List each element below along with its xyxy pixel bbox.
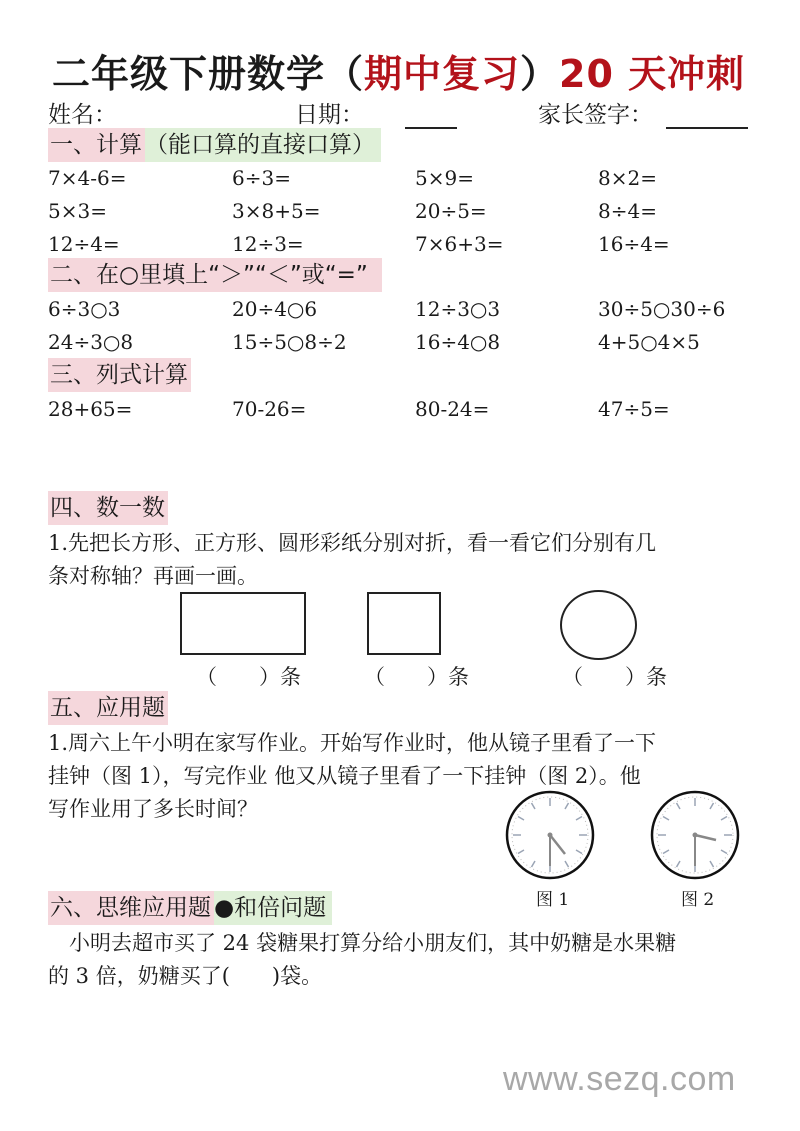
section-1-subtitle: （能口算的直接口算） <box>145 128 381 162</box>
section-1-title: 一、计算 <box>48 128 145 162</box>
problem: 6÷3= <box>232 166 291 190</box>
compare-problem: 30÷5○30÷6 <box>598 297 726 321</box>
parent-signature-label: 家长签字： <box>538 102 653 128</box>
circle-answer[interactable]: （ ）条 <box>562 665 667 689</box>
section-6-question <box>48 927 758 993</box>
compare-problem: 24÷3○8 <box>48 330 134 354</box>
section-4-header <box>48 491 168 525</box>
problem: 12÷3= <box>232 232 304 256</box>
problem: 7×4-6= <box>48 166 127 190</box>
clock-2-caption: 图 2 <box>681 890 715 910</box>
problem: 20÷5= <box>415 199 487 223</box>
section-3-problems <box>48 397 768 430</box>
date-field[interactable] <box>295 96 457 129</box>
parent-signature-field[interactable] <box>538 96 748 129</box>
question-line: 条对称轴？再画一画。 <box>48 564 258 588</box>
title-prefix: 二年级下册数学（ <box>52 52 365 96</box>
clock-figure-1 <box>505 790 595 880</box>
compare-problem: 16÷4○8 <box>415 330 501 354</box>
page-title <box>52 48 745 100</box>
problem: 47÷5= <box>598 397 670 421</box>
question-line: 小明去超市买了 24 袋糖果打算分给小朋友们，其中奶糖是水果糖 <box>48 931 677 955</box>
title-close: ） <box>520 52 560 96</box>
section-2-problems <box>48 297 768 363</box>
section-6-subtitle: ●和倍问题 <box>214 891 332 925</box>
question-line: 1.周六上午小明在家写作业。开始写作业时，他从镜子里看了一下 <box>48 731 657 755</box>
problem: 5×9= <box>415 166 474 190</box>
problem: 28+65= <box>48 397 133 421</box>
problem: 80-24= <box>415 397 490 421</box>
problem: 7×6+3= <box>415 232 504 256</box>
question-line: 挂钟（图 1），写完作业 他又从镜子里看了一下挂钟（图 2）。他 <box>48 764 641 788</box>
problem-row <box>48 166 768 199</box>
section-4-question <box>48 527 758 593</box>
section-2-header <box>48 258 382 292</box>
square-answer[interactable]: （ ）条 <box>364 665 469 689</box>
question-line: 的 3 倍，奶糖买了( )袋。 <box>48 964 323 988</box>
rectangle-answer[interactable]: （ ）条 <box>196 665 301 689</box>
section-6-title: 六、思维应用题 <box>48 891 214 925</box>
title-highlight: 期中复习 <box>364 52 521 96</box>
problem: 8÷4= <box>598 199 657 223</box>
watermark: www.sezq.com <box>503 1060 736 1098</box>
section-3-header <box>48 358 191 392</box>
clock-figure-2 <box>650 790 740 880</box>
date-label: 日期： <box>295 102 364 128</box>
question-line: 1.先把长方形、正方形、圆形彩纸分别对折，看一看它们分别有几 <box>48 531 657 555</box>
problem: 5×3= <box>48 199 107 223</box>
problem: 3×8+5= <box>232 199 321 223</box>
section-1-problems <box>48 166 768 265</box>
problem: 8×2= <box>598 166 657 190</box>
problem-row <box>48 297 768 330</box>
section-3-title: 三、列式计算 <box>48 358 191 392</box>
question-line: 写作业用了多长时间？ <box>48 797 258 821</box>
title-suffix: 20 天冲刺 <box>559 52 746 96</box>
section-5-header <box>48 691 168 725</box>
clock-1-caption: 图 1 <box>536 890 570 910</box>
problem: 12÷4= <box>48 232 120 256</box>
problem: 16÷4= <box>598 232 670 256</box>
problem: 70-26= <box>232 397 307 421</box>
compare-problem: 20÷4○6 <box>232 297 318 321</box>
date-blank-line[interactable] <box>405 103 457 129</box>
name-field[interactable] <box>48 96 117 129</box>
section-4-title: 四、数一数 <box>48 491 168 525</box>
compare-problem: 12÷3○3 <box>415 297 501 321</box>
compare-problem: 6÷3○3 <box>48 297 121 321</box>
section-5-title: 五、应用题 <box>48 691 168 725</box>
compare-problem: 15÷5○8÷2 <box>232 330 347 354</box>
rectangle-shape <box>180 592 306 655</box>
section-2-title: 二、在○里填上“＞”“＜”或“=” <box>48 258 382 292</box>
info-row <box>48 96 758 128</box>
compare-problem: 4+5○4×5 <box>598 330 700 354</box>
section-1-header <box>48 128 381 162</box>
parent-signature-blank-line[interactable] <box>666 103 748 129</box>
problem-row <box>48 199 768 232</box>
section-6-header <box>48 891 332 925</box>
name-label: 姓名： <box>48 102 117 128</box>
circle-shape <box>560 590 637 660</box>
square-shape <box>367 592 441 655</box>
problem-row <box>48 397 768 430</box>
